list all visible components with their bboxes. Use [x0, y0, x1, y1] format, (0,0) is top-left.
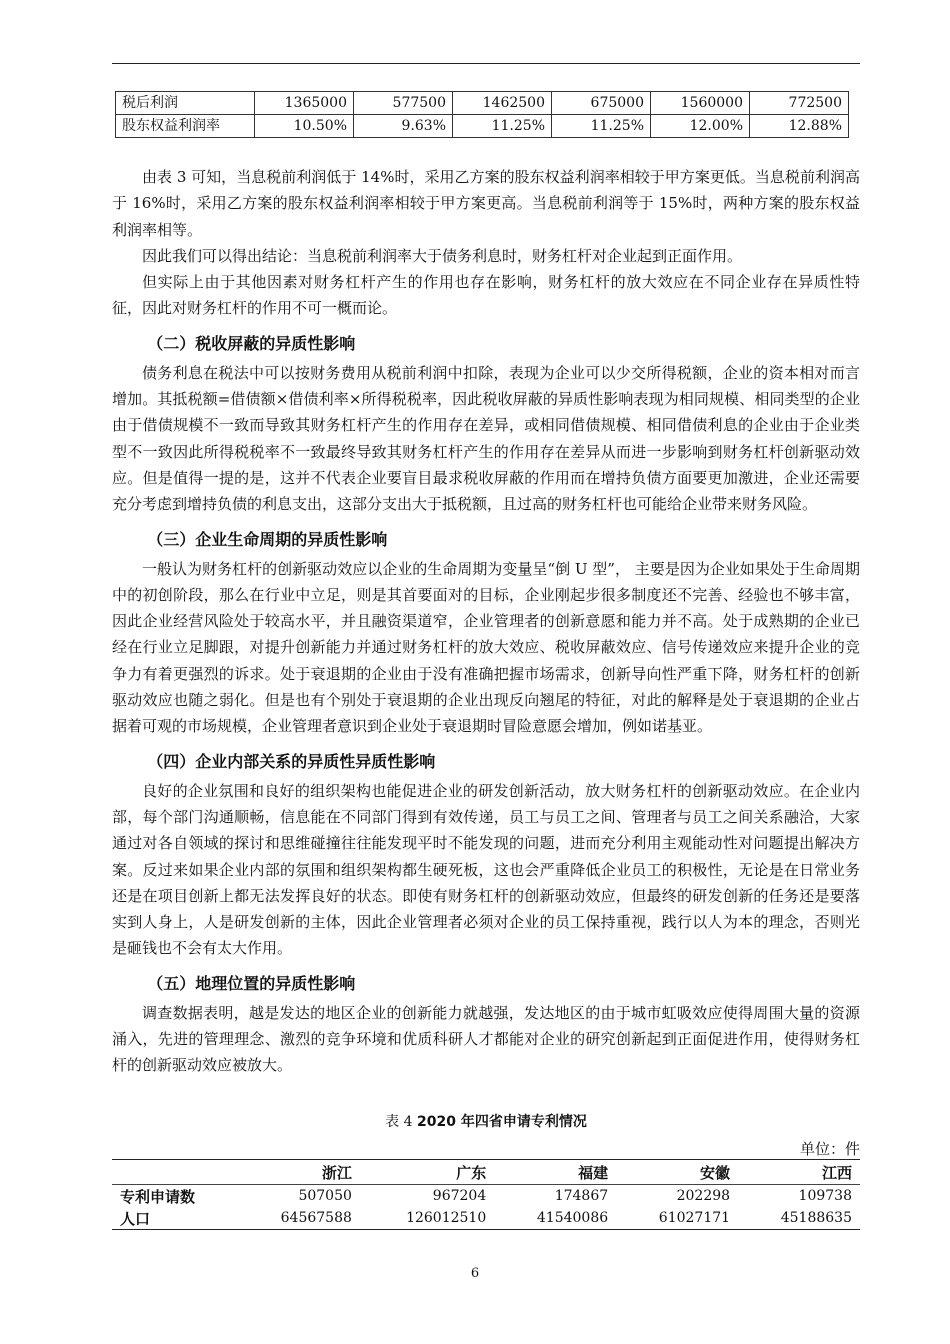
paragraph: 由表 3 可知，当息税前利润低于 14%时，采用乙方案的股东权益利润率相较于甲方案更低。当息税前利润高于 16%时，采用乙方案的股东权益利润率相较于甲方案更高。当息税前利润等于 15%时，两种方案的股东权益利润率相等。 [112, 168, 860, 239]
cell: 1560000 [651, 92, 750, 115]
section-heading: （四）企业内部关系的异质性异质性影响 [147, 751, 436, 771]
paragraph: 但实际上由于其他因素对财务杠杆产生的作用也存在影响，财务杠杆的放大效应在不同企业存在异质性特征，因此对财务杠杆的作用不可一概而论。 [112, 273, 860, 318]
column-header [112, 1160, 238, 1185]
cell: 1365000 [255, 92, 354, 115]
table-4-unit: 单位：件 [799, 1140, 860, 1158]
section-heading: （二）税收屏蔽的异质性影响 [147, 333, 356, 353]
cell: 41540086 [494, 1207, 616, 1230]
cell: 45188635 [738, 1207, 860, 1230]
cell: 109738 [798, 1188, 852, 1204]
row-label: 税后利润 [116, 92, 255, 115]
cell: 12.00% [651, 115, 750, 138]
caption-title: 2020 年四省申请专利情况 [416, 1114, 587, 1130]
table-3-fragment [115, 91, 849, 138]
row-label: 专利申请数 [120, 1187, 196, 1206]
table-4-caption [112, 1109, 860, 1135]
table-header-row [112, 1160, 860, 1185]
paragraph: 一般认为财务杠杆的创新驱动效应以企业的生命周期为变量呈“倒 U 型”， 主要是因为企业如果处于生命周期中的初创阶段，那么在行业中立足，则是其首要面对的目标，企业刚起步很多制度还不完善、经验也不够丰富，因此企业经营风险处于较高水平，并且融资渠道窄，企业管理者的创新意愿和能力并不高。处于成熟期的企业已经在行业立足脚跟，对提升创新能力并通过财务杠杆的放大效应、税收屏蔽效应、信号传递效应来提升企业的竞争力有着更强烈的诉求。处于衰退期的企业由于没有准确把握市场需求，创新导向性严重下降，财务杠杆的创新驱动效应也随之弱化。但是也有个别处于衰退期的企业出现反向翘尾的特征，对此的解释是处于衰退期的企业占据着可观的市场规模，企业管理者意识到企业处于衰退期时冒险意愿会增加，例如诺基亚。 [112, 559, 860, 736]
page-number: 6 [470, 1266, 480, 1281]
section-heading: （三）企业生命周期的异质性影响 [147, 529, 388, 549]
cell: 11.25% [552, 115, 651, 138]
column-header: 福建 [494, 1160, 616, 1185]
cell: 126012510 [360, 1207, 494, 1230]
row-label: 股东权益利润率 [116, 115, 255, 138]
column-header: 浙江 [238, 1160, 360, 1185]
cell: 772500 [750, 92, 849, 115]
table-row [112, 1185, 860, 1208]
column-header: 安徽 [616, 1160, 738, 1185]
cell: 174867 [554, 1188, 609, 1204]
header-rule [112, 63, 860, 64]
cell: 12.88% [750, 115, 849, 138]
cell: 577500 [354, 92, 453, 115]
body-text [112, 164, 860, 1079]
paragraph: 因此我们可以得出结论：当息税前利润率大于债务利息时，财务杠杆对企业起到正面作用。 [142, 246, 743, 265]
cell: 64567588 [238, 1207, 360, 1230]
cell: 675000 [552, 92, 651, 115]
table-row [116, 92, 849, 115]
cell: 10.50% [255, 115, 354, 138]
caption-prefix: 表 4 [385, 1114, 417, 1130]
row-label: 人口 [112, 1207, 238, 1230]
paragraph: 良好的企业氛围和良好的组织架构也能促进企业的研发创新活动，放大财务杠杆的创新驱动效应。在企业内部，每个部门沟通顺畅，信息能在不同部门得到有效传递，员工与员工之间、管理者与员工之间关系融洽，大家通过对各自领域的探讨和思维碰撞往往能发现平时不能发现的问题，进而充分利用主观能动性对问题提出解决方案。反过来如果企业内部的氛围和组织架构都生硬死板，这也会严重降低企业员工的积极性，无论是在日常业务还是在项目创新上都无法发挥良好的状态。即使有财务杠杆的创新驱动效应，但最终的研发创新的任务还是要落实到人身上，人是研发创新的主体，因此企业管理者必须对企业的员工保持重视，践行以人为本的理念，否则光是砸钱也不会有太大作用。 [112, 781, 860, 958]
table-4 [112, 1159, 860, 1230]
column-header: 江西 [738, 1160, 860, 1185]
cell: 11.25% [453, 115, 552, 138]
cell: 1462500 [453, 92, 552, 115]
cell: 202298 [676, 1188, 731, 1204]
paragraph: 调查数据表明，越是发达的地区企业的创新能力就越强，发达地区的由于城市虹吸效应使得周围大量的资源涌入，先进的管理理念、激烈的竞争环境和优质科研人才都能对企业的研究创新起到正面促进作用，使得财务杠杆的创新驱动效应被放大。 [112, 1003, 860, 1075]
section-heading: （五）地理位置的异质性影响 [147, 973, 356, 993]
cell: 9.63% [354, 115, 453, 138]
table-row [116, 115, 849, 138]
cell: 507050 [298, 1188, 352, 1204]
column-header: 广东 [360, 1160, 494, 1185]
paragraph: 债务利息在税法中可以按财务费用从税前利润中扣除，表现为企业可以少交所得税额，企业的资本相对而言增加。其抵税额=借债额×借债利率×所得税税率，因此税收屏蔽的异质性影响表现为相同规模、相同类型的企业由于借债规模不一致而导致其财务杠杆产生的作用存在差异，或相同借债规模、相同借债利息的企业由于企业类型不一致因此所得税税率不一致最终导致其财务杠杆产生的作用存在差异从而进一步影响到财务杠杆创新驱动效应。但是值得一提的是，这并不代表企业要盲目最求税收屏蔽的作用而在增持负债方面要更加激进，企业还需要充分考虑到增持负债的利息支出，这部分支出大于抵税额，且过高的财务杠杆也可能给企业带来财务风险。 [112, 363, 860, 514]
cell: 61027171 [616, 1207, 738, 1230]
table-row [112, 1207, 860, 1230]
cell: 967204 [432, 1188, 487, 1204]
